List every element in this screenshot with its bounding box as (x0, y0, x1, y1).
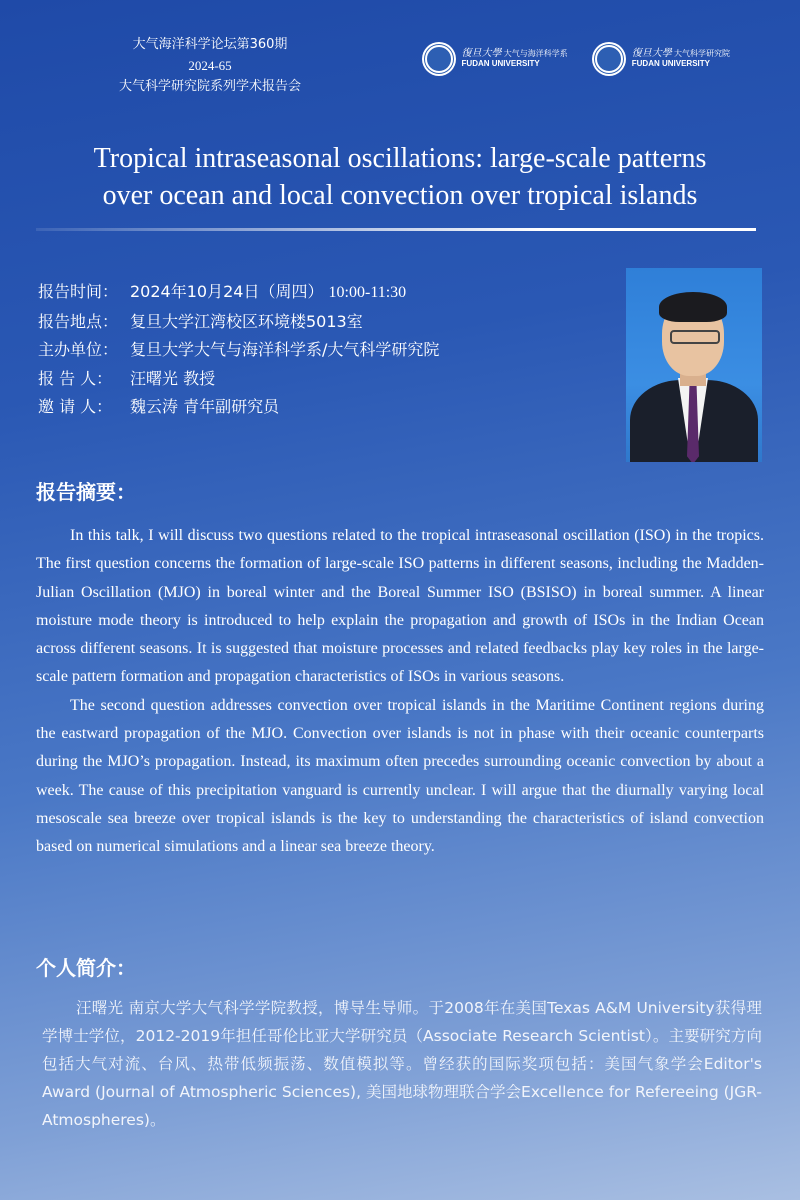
institute-logo (592, 42, 730, 76)
info-organizer: 主办单位： 复旦大学大气与海洋科学系/大气科学研究院 (38, 340, 440, 359)
logo-sub: 大气科学研究院 (674, 49, 730, 58)
logo-bar (422, 42, 730, 76)
title-line: over ocean and local convection over tropical islands (102, 180, 698, 211)
fudan-seal-icon (592, 42, 626, 76)
logo-en: FUDAN UNIVERSITY (461, 59, 540, 68)
abstract-heading: 报告摘要： (36, 480, 136, 504)
forum-header (70, 34, 350, 97)
info-speaker: 报 告 人： 汪曙光 教授 (38, 368, 216, 388)
logo-cn: 復旦大學 (461, 48, 502, 59)
logo-cn: 復旦大學 (631, 48, 672, 59)
abstract-body (36, 522, 764, 862)
event-info (38, 278, 439, 422)
bio-body (42, 994, 762, 1134)
info-host: 邀 请 人： 魏云涛 青年副研究员 (38, 397, 280, 416)
abstract-paragraph: In this talk, I will discuss two questions related to the tropical intraseasonal oscillation (ISO) in the tropics. The first question concerns the formation of large-scale ISO patterns in different seasons, including the Madden-Julian Oscillation (MJO) in boreal winter and the Boreal Summer ISO (BSISO) in boreal summer. A linear moisture mode theory is introduced to help explain the propagation and growth of ISOs in the Indian Ocean across different seasons. It is suggested that moisture processes and related feedbacks play key roles in the large-scale pattern formation and propagation characteristics of ISOs in various seasons. (36, 527, 764, 686)
report-number: 2024-65 (188, 58, 232, 73)
fudan-seal-icon (422, 42, 456, 76)
series-title: 大气科学研究院系列学术报告会 (118, 79, 301, 94)
title-line: Tropical intraseasonal oscillations: large-scale patterns (93, 143, 707, 174)
logo-sub: 大气与海洋科学系 (503, 49, 568, 58)
bio-heading: 个人简介： (36, 956, 136, 980)
forum-title: 大气海洋科学论坛第360期 (132, 37, 288, 52)
logo-en: FUDAN UNIVERSITY (631, 59, 710, 68)
talk-title (30, 140, 770, 214)
dept-logo (422, 42, 568, 76)
info-location: 报告地点： 复旦大学江湾校区环境楼5013室 (38, 311, 363, 331)
title-divider (36, 228, 756, 231)
info-time: 报告时间： 2024年10月24日（周四） 10:00-11:30 (38, 282, 407, 301)
bio-paragraph: 汪曙光 南京大学大气科学学院教授，博导生导师。于2008年在美国Texas A&M University获得理学博士学位，2012-2019年担任哥伦比亚大学研究员（Associate Research Scientist）。主要研究方向包括大气对流、台风、热带低频振荡、数值模拟等。曾经获的国际奖项包括：美国气象学会Editor's Award (Journal of Atmospheric Sciences), 美国地球物理联合学会Excellence for Refereeing (JGR-Atmospheres)。 (42, 999, 762, 1129)
abstract-paragraph: The second question addresses convection over tropical islands in the Maritime Continent regions during the eastward propagation of the MJO. Convection over islands is not in phase with their oceanic counterparts during the MJO’s propagation. Instead, its maximum often precedes surrounding oceanic convection by about a week. The cause of this precipitation vanguard is currently unclear. I will argue that the diurnally varying local mesoscale sea breeze over tropical islands is the key to understanding the characteristics of island convection based on numerical simulations and a linear sea breeze theory. (36, 696, 764, 856)
speaker-photo (626, 268, 762, 462)
